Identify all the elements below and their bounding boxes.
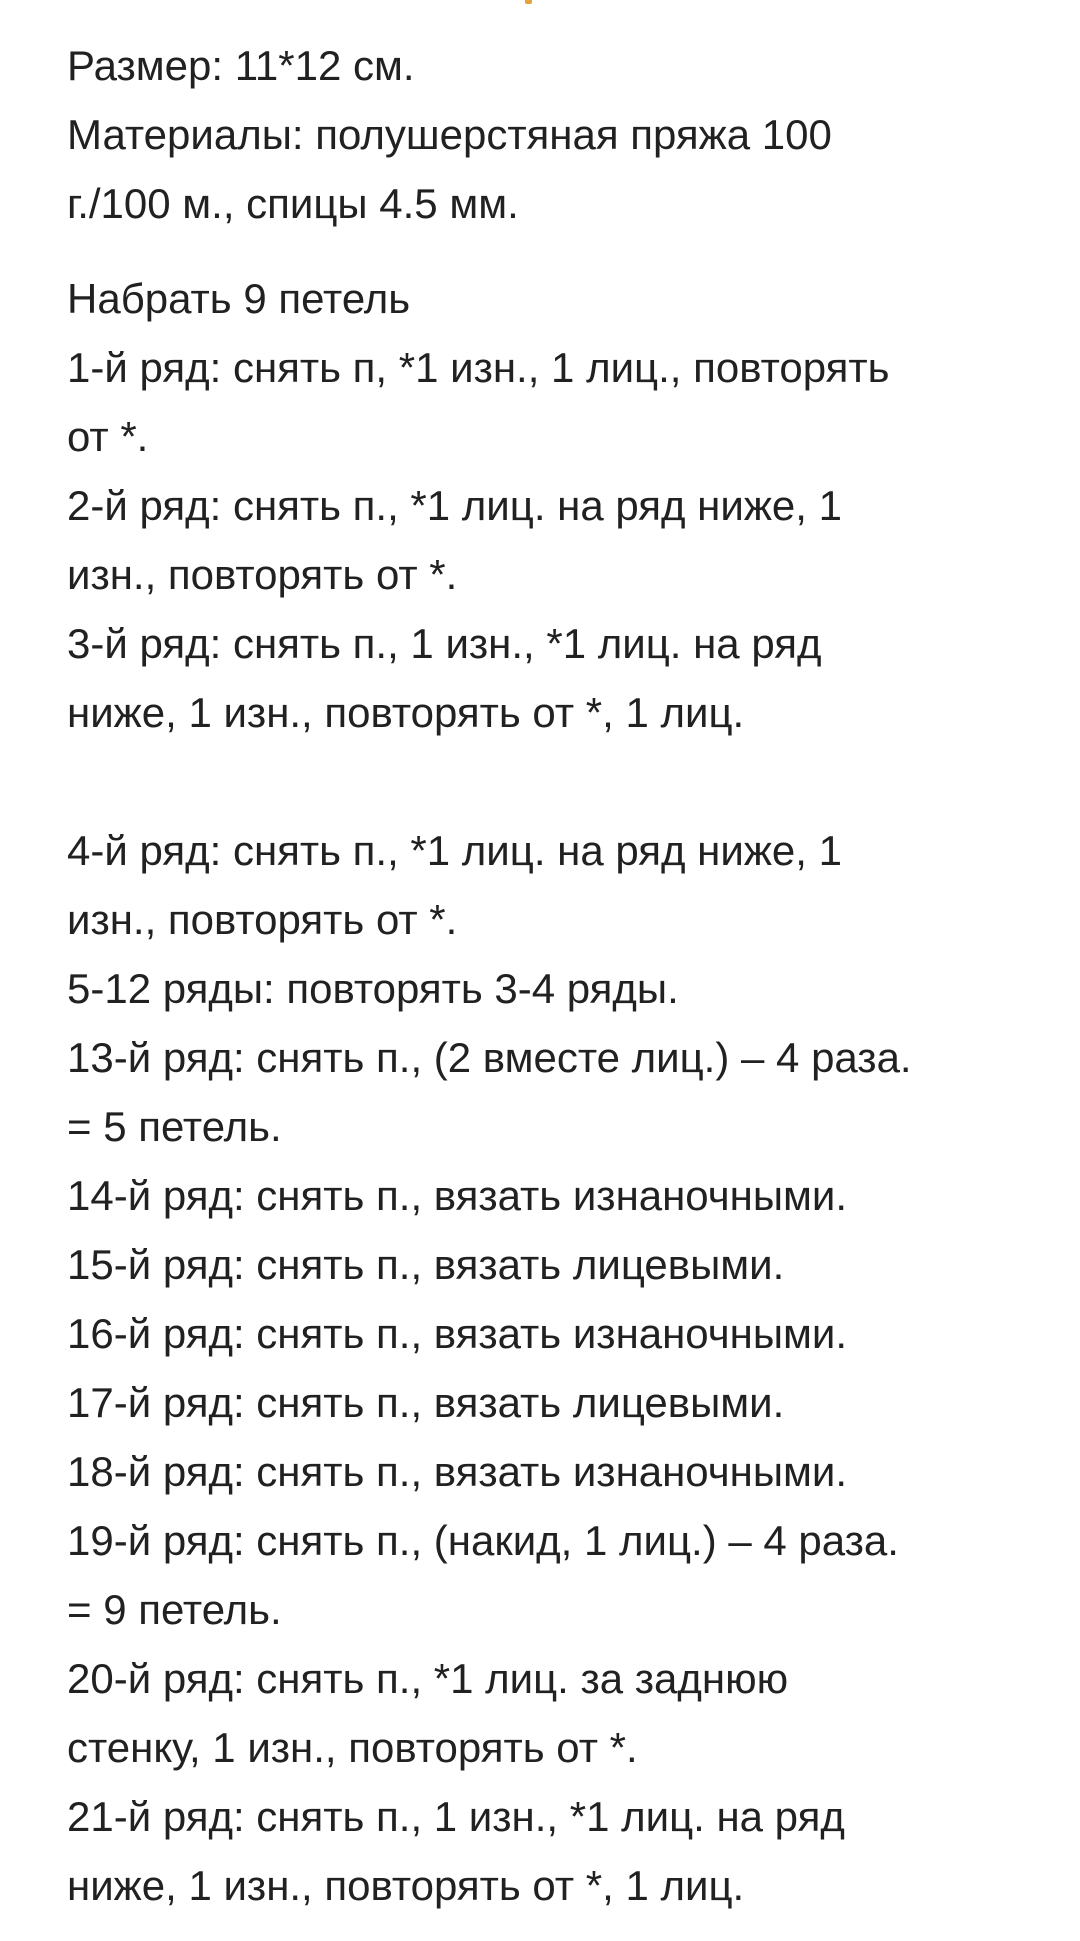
materials-line: Материалы: полушерстяная пряжа 100 — [67, 111, 832, 158]
row-2-line: 2-й ряд: снять п., *1 лиц. на ряд ниже, 1 — [67, 482, 842, 529]
row-14-line: 14-й ряд: снять п., вязать изнаночными. — [67, 1172, 848, 1219]
row-18-line: 18-й ряд: снять п., вязать изнаночными. — [67, 1448, 848, 1495]
top-accent-mark — [525, 0, 532, 4]
row-19-line-cont: = 9 петель. — [67, 1586, 282, 1633]
row-20-line-cont: стенку, 1 изн., повторять от *. — [67, 1724, 638, 1771]
row-3-line: 3-й ряд: снять п., 1 изн., *1 лиц. на ряд — [67, 620, 822, 667]
rows-section-2 — [67, 816, 1057, 1920]
row-4-line-cont: изн., повторять от *. — [67, 896, 458, 943]
intro-section — [67, 31, 1057, 238]
pattern-text — [67, 31, 1057, 1920]
row-19-line: 19-й ряд: снять п., (накид, 1 лиц.) – 4 раза. — [67, 1517, 899, 1564]
row-17-line: 17-й ряд: снять п., вязать лицевыми. — [67, 1379, 785, 1426]
cast-on-line: Набрать 9 петель — [67, 275, 411, 322]
row-3-line-cont: ниже, 1 изн., повторять от *, 1 лиц. — [67, 689, 745, 736]
row-2-line-cont: изн., повторять от *. — [67, 551, 458, 598]
row-16-line: 16-й ряд: снять п., вязать изнаночными. — [67, 1310, 848, 1357]
rows-section-1 — [67, 264, 1057, 747]
row-13-line: 13-й ряд: снять п., (2 вместе лиц.) – 4 раза. — [67, 1034, 912, 1081]
spacer — [67, 747, 1057, 816]
row-1-line-cont: от *. — [67, 413, 149, 460]
spacer — [67, 238, 1057, 264]
row-20-line: 20-й ряд: снять п., *1 лиц. за заднюю — [67, 1655, 789, 1702]
rows-5-12-line: 5-12 ряды: повторять 3-4 ряды. — [67, 965, 679, 1012]
row-21-line: 21-й ряд: снять п., 1 изн., *1 лиц. на ряд — [67, 1793, 845, 1840]
row-21-line-cont: ниже, 1 изн., повторять от *, 1 лиц. — [67, 1862, 745, 1909]
row-1-line: 1-й ряд: снять п, *1 изн., 1 лиц., повторять — [67, 344, 890, 391]
size-line: Размер: 11*12 см. — [67, 42, 415, 89]
row-13-line-cont: = 5 петель. — [67, 1103, 282, 1150]
materials-line-cont: г./100 м., спицы 4.5 мм. — [67, 180, 519, 227]
row-4-line: 4-й ряд: снять п., *1 лиц. на ряд ниже, 1 — [67, 827, 842, 874]
row-15-line: 15-й ряд: снять п., вязать лицевыми. — [67, 1241, 785, 1288]
